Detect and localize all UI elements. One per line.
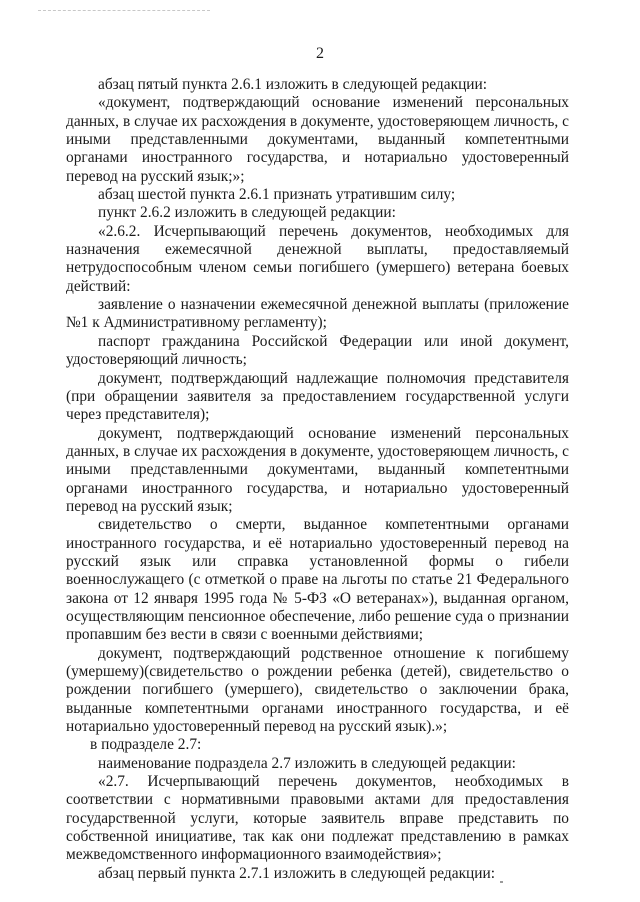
- paragraph: в подразделе 2.7:: [90, 736, 202, 754]
- paragraph: паспорт гражданина Российской Федерации или иной документ, удостоверяющий личность;: [66, 332, 569, 369]
- paragraph: пункт 2.6.2 изложить в следующей редакции:: [98, 204, 396, 222]
- paragraph: абзац первый пункта 2.7.1 изложить в следующей редакции:: [98, 864, 496, 882]
- scan-artifact: [500, 881, 503, 883]
- paragraph: «2.6.2. Исчерпывающий перечень документов, необходимых для назначения ежемесячной денежной выплаты, предоставляемый нетрудоспособным членом семьи погибшего (умершего) ветерана боевых действий:: [66, 222, 569, 295]
- paragraph: абзац шестой пункта 2.6.1 признать утратившим силу;: [98, 186, 456, 204]
- document-body: [66, 76, 569, 883]
- paragraph: «документ, подтверждающий основание изменений персональных данных, в случае их расхождения в документе, удостоверяющем личность, с иными представленными документами, выданный компетентными органами иностранного государства, и нотариально удостоверенный перевод на русский язык;»;: [66, 94, 569, 185]
- paragraph: абзац пятый пункта 2.6.1 изложить в следующей редакции:: [98, 76, 488, 93]
- paragraph: наименование подраздела 2.7 изложить в следующей редакции:: [98, 754, 516, 772]
- scan-header-mark: [38, 10, 210, 11]
- paragraph: документ, подтверждающий надлежащие полномочия представителя (при обращении заявителя за предоставлением государственной услуги через представителя);: [66, 369, 569, 424]
- paragraph: документ, подтверждающий основание изменений персональных данных, в случае их расхождения в документе, удостоверяющем личность, с иными представленными документами, выданный компетентными органами иностранного государства, и нотариально удостоверенный перевод на русский язык;: [66, 424, 569, 515]
- paragraph: «2.7. Исчерпывающий перечень документов, необходимых в соответствии с нормативными правовыми актами для предоставления государственной услуги, которые заявитель вправе представить по собственной инициативе, так как они подлежат представлению в рамках межведомственного информационного взаимодействия»;: [66, 773, 569, 864]
- paragraph: заявление о назначении ежемесячной денежной выплаты (приложение №1 к Административному регламенту);: [66, 296, 569, 332]
- paragraph: документ, подтверждающий родственное отношение к погибшему (умершему)(свидетельство о рождении ребенка (детей), свидетельство о рождении погибшего (умершего), свидетельство о заключении брака, выданные компетентными органами иностранного государства, и её нотариально удостоверенный перевод на русский язык).»;: [66, 644, 569, 736]
- paragraph: свидетельство о смерти, выданное компетентными органами иностранного государства, и её нотариально удостоверенный перевод на русский язык или справка установленной формы о гибели военнослужащего (с отметкой о праве на льготы по статье 21 Федерального закона от 12 января 1995 года № 5-ФЗ «О ветеранах»), выданная органом, осуществляющим пенсионное обеспечение, либо решение суда о признании пропавшим без вести в связи с военными действиями;: [66, 516, 569, 644]
- page-number: 2: [316, 45, 324, 62]
